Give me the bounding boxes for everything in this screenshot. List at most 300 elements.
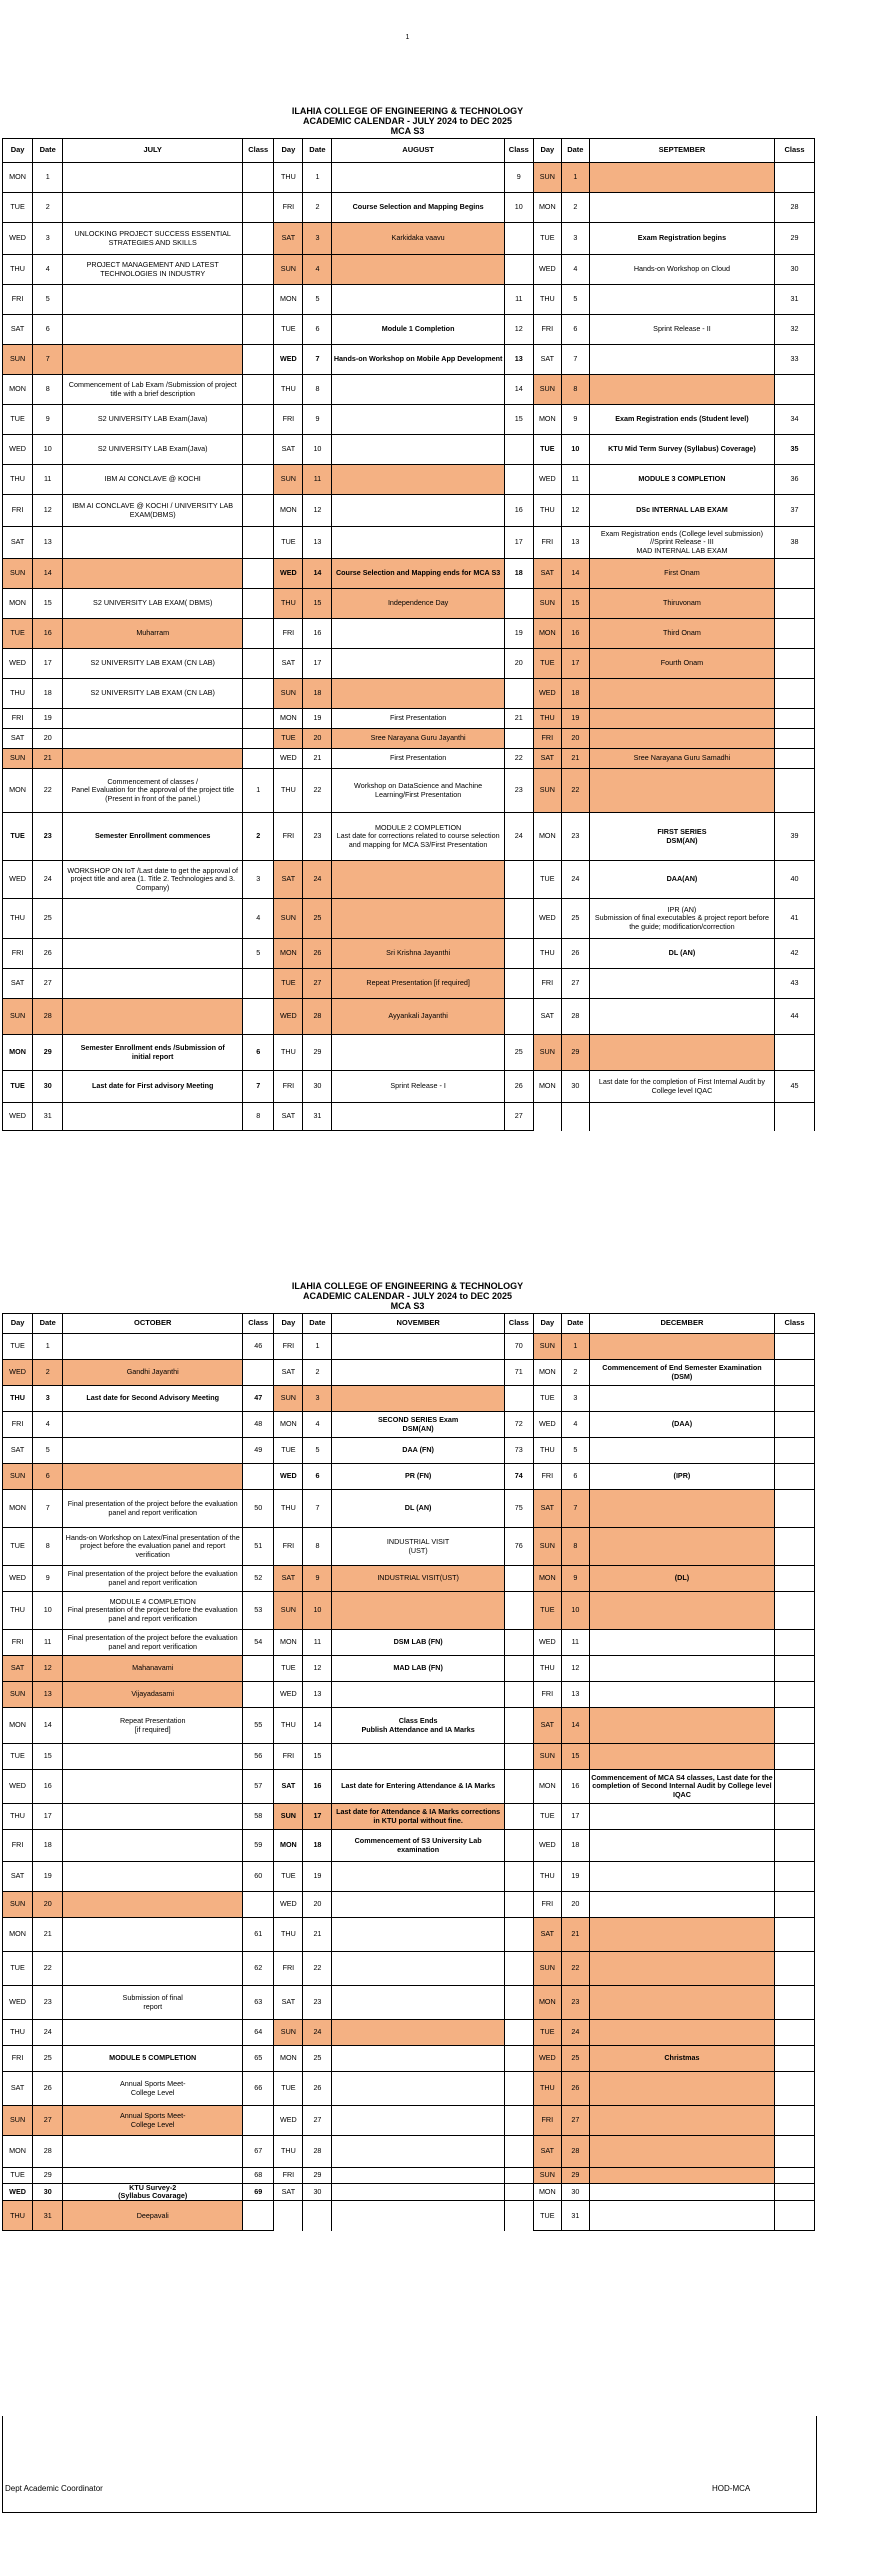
event-cell — [63, 1804, 243, 1830]
event-cell — [63, 1438, 243, 1464]
event-cell: Sree Narayana Guru Samadhi — [589, 749, 774, 769]
event-cell: Exam Registration ends (Student level) — [589, 405, 774, 435]
event-cell — [589, 1744, 774, 1770]
date-cell: 23 — [561, 813, 589, 861]
event-cell — [589, 1334, 774, 1360]
class-count-cell — [775, 1386, 815, 1412]
event-cell — [589, 2168, 774, 2184]
calendar-row — [3, 1412, 815, 1438]
event-cell — [63, 2136, 243, 2168]
event-cell — [589, 1386, 774, 1412]
class-count-cell — [775, 1630, 815, 1656]
class-count-cell — [504, 223, 533, 255]
class-count-cell — [775, 2046, 815, 2072]
event-cell: S2 UNIVERSITY LAB EXAM( DBMS) — [63, 589, 243, 619]
date-cell: 8 — [303, 1528, 332, 1566]
event-cell: Last date for First advisory Meeting — [63, 1071, 243, 1103]
day-column-header: Day — [274, 139, 303, 163]
date-cell: 17 — [33, 1804, 63, 1830]
class-count-cell — [775, 1682, 815, 1708]
date-cell — [303, 2201, 332, 2231]
class-column-header: Class — [504, 139, 533, 163]
date-cell: 30 — [303, 2184, 332, 2201]
event-cell: Exam Registration begins — [589, 223, 774, 255]
event-cell: Class Ends Publish Attendance and IA Marks — [332, 1708, 504, 1744]
event-cell: First Onam — [589, 559, 774, 589]
class-count-cell: 49 — [243, 1438, 274, 1464]
day-cell: SAT — [274, 1360, 303, 1386]
event-cell: Commencement of classes / Panel Evaluation for the approval of the project title (Present in front of the panel.) — [63, 769, 243, 813]
date-cell: 12 — [33, 495, 63, 527]
day-cell: WED — [3, 2184, 33, 2201]
date-cell: 5 — [33, 1438, 63, 1464]
day-cell: THU — [533, 1656, 561, 1682]
class-count-cell: 36 — [775, 465, 815, 495]
calendar-row — [3, 749, 815, 769]
class-count-cell: 60 — [243, 1862, 274, 1892]
calendar-row — [3, 649, 815, 679]
calendar-row — [3, 1708, 815, 1744]
class-count-cell — [504, 2136, 533, 2168]
date-cell: 11 — [33, 1630, 63, 1656]
event-cell: DSc INTERNAL LAB EXAM — [589, 495, 774, 527]
day-cell: SUN — [533, 375, 561, 405]
day-cell: MON — [3, 163, 33, 193]
class-count-cell — [504, 255, 533, 285]
class-count-cell: 12 — [504, 315, 533, 345]
date-cell: 13 — [303, 1682, 332, 1708]
day-cell: TUE — [3, 1334, 33, 1360]
date-cell: 29 — [561, 2168, 589, 2184]
date-cell: 7 — [33, 345, 63, 375]
date-cell: 31 — [303, 1103, 332, 1131]
event-cell — [589, 2106, 774, 2136]
date-cell: 4 — [303, 1412, 332, 1438]
class-count-cell: 18 — [504, 559, 533, 589]
class-count-cell — [243, 193, 274, 223]
class-count-cell — [504, 2020, 533, 2046]
date-cell: 29 — [303, 1035, 332, 1071]
event-cell — [589, 1682, 774, 1708]
date-cell: 26 — [561, 939, 589, 969]
class-count-cell: 40 — [775, 861, 815, 899]
day-cell: SUN — [274, 1592, 303, 1630]
calendar-row — [3, 679, 815, 709]
class-count-cell: 38 — [775, 527, 815, 559]
date-cell: 21 — [33, 749, 63, 769]
date-cell: 20 — [33, 729, 63, 749]
class-count-cell: 52 — [243, 1566, 274, 1592]
class-count-cell — [504, 2106, 533, 2136]
calendar-row — [3, 1744, 815, 1770]
date-cell: 24 — [33, 2020, 63, 2046]
day-cell: WED — [533, 1412, 561, 1438]
date-cell: 19 — [303, 709, 332, 729]
day-cell: MON — [3, 1708, 33, 1744]
event-cell — [63, 163, 243, 193]
day-cell: THU — [3, 899, 33, 939]
class-count-cell — [243, 163, 274, 193]
class-count-cell: 32 — [775, 315, 815, 345]
calendar-row — [3, 1334, 815, 1360]
event-cell: Last date for Attendance & IA Marks corrections in KTU portal without fine. — [332, 1804, 504, 1830]
class-count-cell — [775, 729, 815, 749]
class-count-cell: 2 — [243, 813, 274, 861]
calendar-row — [3, 1952, 815, 1986]
date-cell: 21 — [303, 749, 332, 769]
class-count-cell — [504, 589, 533, 619]
day-cell: SUN — [274, 1804, 303, 1830]
class-count-cell: 14 — [504, 375, 533, 405]
day-cell: FRI — [274, 1071, 303, 1103]
class-count-cell: 62 — [243, 1952, 274, 1986]
class-count-cell — [775, 2136, 815, 2168]
date-cell: 22 — [33, 769, 63, 813]
date-cell: 23 — [303, 1986, 332, 2020]
event-cell: Exam Registration ends (College level submission) //Sprint Release - III MAD INTERNAL LAB EXAM — [589, 527, 774, 559]
date-cell: 31 — [33, 2201, 63, 2231]
class-count-cell — [243, 709, 274, 729]
date-cell: 24 — [303, 2020, 332, 2046]
class-count-cell — [504, 1986, 533, 2020]
event-cell: Hands-on Workshop on Cloud — [589, 255, 774, 285]
date-cell: 2 — [303, 193, 332, 223]
event-cell: INDUSTRIAL VISIT(UST) — [332, 1566, 504, 1592]
calendar-row — [3, 939, 815, 969]
day-cell: MON — [274, 1630, 303, 1656]
day-cell: SAT — [533, 2136, 561, 2168]
calendar-title: ACADEMIC CALENDAR - JULY 2024 to DEC 2025 — [302, 1291, 513, 1301]
event-cell — [589, 1035, 774, 1071]
day-cell: SAT — [274, 861, 303, 899]
date-cell: 25 — [33, 899, 63, 939]
class-count-cell: 51 — [243, 1528, 274, 1566]
event-cell — [63, 729, 243, 749]
date-cell: 14 — [33, 1708, 63, 1744]
date-cell: 8 — [303, 375, 332, 405]
event-cell: MODULE 5 COMPLETION — [63, 2046, 243, 2072]
date-cell: 9 — [303, 405, 332, 435]
class-count-cell — [243, 315, 274, 345]
day-cell: THU — [3, 2201, 33, 2231]
event-cell — [589, 2072, 774, 2106]
day-cell: TUE — [274, 2072, 303, 2106]
class-count-cell: 56 — [243, 1744, 274, 1770]
date-cell: 27 — [303, 969, 332, 999]
day-cell: TUE — [274, 527, 303, 559]
class-count-cell: 20 — [504, 649, 533, 679]
day-cell: SUN — [533, 1952, 561, 1986]
class-count-cell — [243, 255, 274, 285]
date-cell: 29 — [561, 1035, 589, 1071]
day-cell: SAT — [533, 749, 561, 769]
calendar-row — [3, 2168, 815, 2184]
date-cell: 25 — [303, 899, 332, 939]
calendar-row — [3, 223, 815, 255]
event-cell — [63, 709, 243, 729]
day-cell: THU — [3, 1804, 33, 1830]
date-cell: 15 — [561, 589, 589, 619]
day-cell: THU — [274, 375, 303, 405]
day-cell: SAT — [3, 315, 33, 345]
date-cell: 22 — [303, 1952, 332, 1986]
class-count-cell — [775, 1566, 815, 1592]
date-cell: 6 — [303, 315, 332, 345]
day-cell: SAT — [3, 1656, 33, 1682]
event-cell — [332, 255, 504, 285]
page-number: 1 — [405, 34, 410, 41]
calendar-row — [3, 1804, 815, 1830]
class-count-cell: 41 — [775, 899, 815, 939]
class-count-cell — [775, 1708, 815, 1744]
class-count-cell — [504, 1952, 533, 1986]
day-cell: WED — [3, 1986, 33, 2020]
date-cell: 28 — [561, 2136, 589, 2168]
date-cell: 23 — [303, 813, 332, 861]
day-column-header: Day — [3, 1314, 33, 1334]
class-count-cell: 8 — [243, 1103, 274, 1131]
day-cell: MON — [274, 2046, 303, 2072]
class-count-cell — [243, 1360, 274, 1386]
calendar-table-jul-sep — [2, 138, 815, 1131]
day-cell — [274, 2201, 303, 2231]
date-cell: 29 — [33, 2168, 63, 2184]
day-cell: FRI — [533, 2106, 561, 2136]
calendar-row — [3, 1490, 815, 1528]
day-cell: SUN — [274, 679, 303, 709]
date-cell: 11 — [303, 465, 332, 495]
event-cell — [589, 2020, 774, 2046]
day-cell: FRI — [3, 285, 33, 315]
date-cell: 28 — [33, 2136, 63, 2168]
event-cell — [332, 163, 504, 193]
event-cell — [589, 375, 774, 405]
event-cell: Semester Enrollment ends /Submission of initial report — [63, 1035, 243, 1071]
date-cell: 14 — [561, 1708, 589, 1744]
class-count-cell — [775, 619, 815, 649]
day-cell: MON — [533, 1071, 561, 1103]
class-count-cell — [504, 2201, 533, 2231]
day-cell: SAT — [533, 1708, 561, 1744]
event-cell: Last date for Entering Attendance & IA Marks — [332, 1770, 504, 1804]
class-count-cell — [775, 1656, 815, 1682]
class-count-cell — [504, 1892, 533, 1918]
event-cell — [63, 899, 243, 939]
date-cell: 10 — [561, 1592, 589, 1630]
date-cell: 17 — [561, 649, 589, 679]
date-cell: 26 — [33, 939, 63, 969]
class-count-cell: 43 — [775, 969, 815, 999]
day-cell: WED — [3, 223, 33, 255]
date-cell: 27 — [33, 969, 63, 999]
calendar-row — [3, 1386, 815, 1412]
event-cell — [332, 649, 504, 679]
event-cell: Mahanavami — [63, 1656, 243, 1682]
day-cell: WED — [533, 679, 561, 709]
date-cell: 18 — [33, 1830, 63, 1862]
day-cell: SAT — [533, 1490, 561, 1528]
class-count-cell — [775, 1412, 815, 1438]
event-cell — [589, 345, 774, 375]
day-cell: TUE — [3, 1071, 33, 1103]
day-cell: THU — [533, 495, 561, 527]
event-cell — [589, 1438, 774, 1464]
class-count-cell: 47 — [243, 1386, 274, 1412]
class-count-cell — [243, 1682, 274, 1708]
event-cell: Repeat Presentation [if required] — [63, 1708, 243, 1744]
date-cell: 21 — [33, 1918, 63, 1952]
class-count-cell: 46 — [243, 1334, 274, 1360]
event-cell: Semester Enrollment commences — [63, 813, 243, 861]
date-cell: 19 — [33, 709, 63, 729]
day-cell: WED — [3, 1566, 33, 1592]
event-cell — [589, 193, 774, 223]
event-cell — [63, 999, 243, 1035]
event-cell: Hands-on Workshop on Mobile App Development — [332, 345, 504, 375]
date-cell: 28 — [303, 2136, 332, 2168]
class-count-cell: 13 — [504, 345, 533, 375]
class-count-cell: 71 — [504, 1360, 533, 1386]
date-cell: 18 — [561, 1830, 589, 1862]
day-cell: SAT — [3, 1862, 33, 1892]
day-cell: THU — [3, 255, 33, 285]
day-cell: WED — [274, 1464, 303, 1490]
class-column-header: Class — [243, 1314, 274, 1334]
day-cell: SAT — [3, 1438, 33, 1464]
day-cell: SAT — [3, 969, 33, 999]
date-cell: 17 — [303, 1804, 332, 1830]
class-count-cell — [243, 465, 274, 495]
day-cell: SUN — [3, 1682, 33, 1708]
event-cell — [589, 2136, 774, 2168]
day-cell: FRI — [3, 709, 33, 729]
day-cell: FRI — [533, 1892, 561, 1918]
event-cell: Karkidaka vaavu — [332, 223, 504, 255]
class-count-cell — [775, 1334, 815, 1360]
day-cell: TUE — [533, 2201, 561, 2231]
date-cell: 19 — [561, 1862, 589, 1892]
class-count-cell: 30 — [775, 255, 815, 285]
event-cell — [63, 1892, 243, 1918]
day-cell: MON — [274, 939, 303, 969]
date-cell — [561, 1103, 589, 1131]
event-cell — [332, 2184, 504, 2201]
date-cell: 9 — [33, 405, 63, 435]
day-cell: SAT — [533, 559, 561, 589]
calendar-row — [3, 1986, 815, 2020]
class-count-cell — [775, 163, 815, 193]
class-count-cell — [775, 1438, 815, 1464]
month-header: JULY — [63, 139, 243, 163]
day-cell: MON — [533, 1770, 561, 1804]
day-cell: SUN — [533, 769, 561, 813]
date-cell: 5 — [33, 285, 63, 315]
event-cell — [332, 679, 504, 709]
event-cell — [332, 1682, 504, 1708]
class-count-cell: 59 — [243, 1830, 274, 1862]
class-count-cell: 24 — [504, 813, 533, 861]
event-cell: KTU Mid Term Survey (Syllabus) Coverage) — [589, 435, 774, 465]
class-count-cell — [775, 1952, 815, 1986]
day-cell: SAT — [274, 1986, 303, 2020]
class-count-cell: 22 — [504, 749, 533, 769]
date-cell: 14 — [561, 559, 589, 589]
class-count-cell — [504, 729, 533, 749]
class-column-header: Class — [243, 139, 274, 163]
class-count-cell — [775, 1918, 815, 1952]
date-cell: 23 — [33, 1986, 63, 2020]
event-cell — [332, 1892, 504, 1918]
class-count-cell — [243, 679, 274, 709]
event-cell: INDUSTRIAL VISIT (UST) — [332, 1528, 504, 1566]
date-cell: 16 — [561, 619, 589, 649]
day-cell: TUE — [533, 1804, 561, 1830]
calendar-row — [3, 1830, 815, 1862]
day-cell: MON — [3, 1490, 33, 1528]
event-cell — [332, 1592, 504, 1630]
day-cell: SUN — [3, 559, 33, 589]
day-cell: WED — [274, 345, 303, 375]
day-cell: SUN — [3, 999, 33, 1035]
calendar-row — [3, 345, 815, 375]
day-cell: SUN — [274, 1386, 303, 1412]
day-cell: WED — [533, 255, 561, 285]
day-cell: TUE — [274, 969, 303, 999]
date-cell: 17 — [303, 649, 332, 679]
day-cell: MON — [533, 1566, 561, 1592]
date-cell: 5 — [303, 285, 332, 315]
calendar-row — [3, 435, 815, 465]
calendar-row — [3, 1630, 815, 1656]
event-cell: Commencement of MCA S4 classes, Last date for the completion of Second Internal Audit by College level IQAC — [589, 1770, 774, 1804]
day-cell: FRI — [3, 939, 33, 969]
date-cell: 16 — [33, 619, 63, 649]
event-cell — [589, 1528, 774, 1566]
class-count-cell — [504, 969, 533, 999]
class-count-cell: 69 — [243, 2184, 274, 2201]
event-cell — [332, 1986, 504, 2020]
calendar-header-2 — [0, 1281, 815, 1311]
day-cell: FRI — [533, 315, 561, 345]
class-count-cell: 63 — [243, 1986, 274, 2020]
class-count-cell — [775, 649, 815, 679]
calendar-row — [3, 2201, 815, 2231]
day-cell: SUN — [533, 1744, 561, 1770]
event-cell: Sree Narayana Guru Jayanthi — [332, 729, 504, 749]
day-cell: MON — [274, 709, 303, 729]
event-cell — [589, 1656, 774, 1682]
date-cell: 7 — [561, 1490, 589, 1528]
class-count-cell — [504, 2046, 533, 2072]
day-cell: THU — [274, 163, 303, 193]
calendar-row — [3, 2136, 815, 2168]
date-cell: 2 — [303, 1360, 332, 1386]
event-cell: DL (AN) — [332, 1490, 504, 1528]
day-cell: FRI — [3, 495, 33, 527]
date-cell: 7 — [303, 345, 332, 375]
date-cell: 11 — [561, 465, 589, 495]
class-count-cell — [504, 1804, 533, 1830]
date-cell: 19 — [33, 1862, 63, 1892]
date-cell: 27 — [33, 2106, 63, 2136]
event-cell — [589, 1804, 774, 1830]
day-cell: SAT — [274, 1103, 303, 1131]
date-cell: 18 — [33, 679, 63, 709]
class-column-header: Class — [775, 1314, 815, 1334]
date-cell: 9 — [33, 1566, 63, 1592]
class-count-cell: 17 — [504, 527, 533, 559]
calendar-row — [3, 375, 815, 405]
